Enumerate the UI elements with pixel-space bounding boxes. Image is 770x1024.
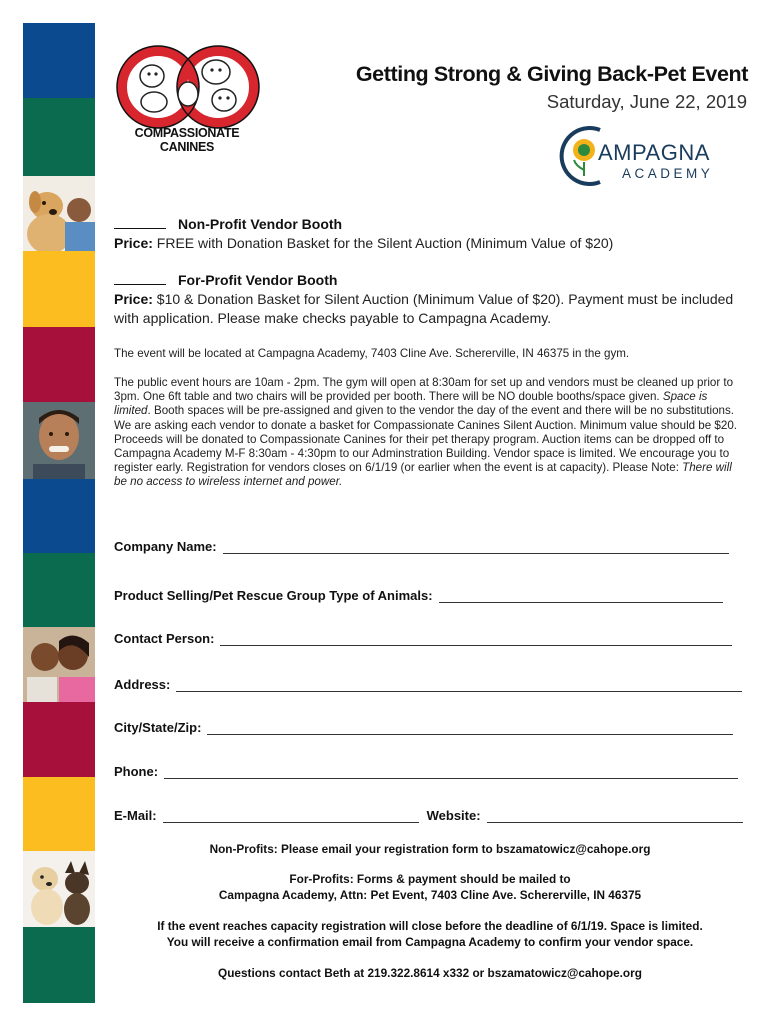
company-name-label: Company Name: <box>114 539 217 554</box>
nonprofit-price-text: FREE with Donation Basket for the Silent Auction (Minimum Value of $20) <box>152 235 614 251</box>
product-selling-field <box>114 588 723 603</box>
strip-blue-block-2 <box>23 479 95 553</box>
strip-yellow-block <box>23 251 95 327</box>
academy-subtitle-word: ACADEMY <box>622 166 714 181</box>
forprofit-price-text: $10 & Donation Basket for Silent Auction (Minimum Value of $20). Payment must be included with application. Please make checks payable to Campagna Academy. <box>114 291 734 326</box>
email-input[interactable] <box>163 821 419 823</box>
forprofit-checkbox-line[interactable] <box>114 283 166 285</box>
strip-green-block-3 <box>23 927 95 1003</box>
nonprofit-checkbox-line[interactable] <box>114 227 166 229</box>
product-selling-input[interactable] <box>439 601 723 603</box>
city-state-zip-input[interactable] <box>207 733 733 735</box>
email-website-field <box>114 808 743 823</box>
left-color-strip <box>23 23 95 1003</box>
logo-caption: COMPASSIONATE CANINES <box>134 126 240 154</box>
address-input[interactable] <box>176 690 742 692</box>
email-label: E-Mail: <box>114 808 157 823</box>
website-label: Website: <box>426 808 481 823</box>
dog-and-child-photo <box>23 176 95 251</box>
two-girls-photo <box>23 627 95 702</box>
nonprofit-booth-title: Non-Profit Vendor Booth <box>178 216 343 232</box>
smiling-boy-photo <box>23 402 95 479</box>
capacity-note-line2: You will receive a confirmation email from Campagna Academy to confirm your vendor space. <box>166 935 694 949</box>
product-selling-label: Product Selling/Pet Rescue Group Type of Animals: <box>114 588 433 603</box>
nonprofit-booth-section <box>114 216 744 253</box>
nonprofit-note: Non-Profits: Please email your registration form to bszamatowicz@cahope.org <box>209 842 651 856</box>
website-input[interactable] <box>487 821 743 823</box>
event-location: The event will be located at Campagna Academy, 7403 Cline Ave. Schererville, IN 46375 in the gym. <box>114 347 630 360</box>
two-dogs-photo <box>23 851 95 927</box>
details-text-2: . Booth spaces will be pre-assigned and given to the vendor the day of the event and there will be no substitutions. We are asking each vendor to donate a basket for Compassionate Canines Silent Auction. Minimum value should be $20. Proceeds will be donated to Compassionate Canines for their pet therapy program. Auction items can be dropped off to Campagna Academy M-F 8:30am - 4:30pm to our Adminstration Building. Vendor space is limited. We encourage you to register early. Registration for vendors closes on 6/1/19 (or earlier when the event is at capacity). Please Note: <box>114 404 737 475</box>
questions-contact: Questions contact Beth at 219.322.8614 x332 or bszamatowicz@cahope.org <box>218 966 642 980</box>
forprofit-note-line1: For-Profits: Forms & payment should be mailed to <box>289 872 571 886</box>
nonprofit-price-label: Price: <box>114 235 153 251</box>
phone-label: Phone: <box>114 764 159 779</box>
forprofit-note-line2: Campagna Academy, Attn: Pet Event, 7403 Cline Ave. Schererville, IN 46375 <box>218 888 642 902</box>
capacity-note-line1: If the event reaches capacity registration will close before the deadline of 6/1/19. Space is limited. <box>157 919 703 933</box>
phone-field <box>114 764 738 779</box>
forprofit-booth-title: For-Profit Vendor Booth <box>178 272 338 288</box>
contact-person-input[interactable] <box>220 644 732 646</box>
forprofit-booth-section <box>114 272 744 328</box>
strip-blue-block <box>23 23 95 98</box>
details-italic-1: Space is limited <box>114 390 708 418</box>
event-details-paragraph <box>114 376 744 490</box>
address-field <box>114 677 742 692</box>
contact-person-field <box>114 631 732 646</box>
page-title: Getting Strong & Giving Back-Pet Event <box>355 62 748 86</box>
contact-person-label: Contact Person: <box>114 631 215 646</box>
strip-green-block <box>23 98 95 176</box>
event-date: Saturday, June 22, 2019 <box>546 91 747 112</box>
phone-input[interactable] <box>164 777 738 779</box>
details-text-1: The public event hours are 10am - 2pm. The gym will open at 8:30am for set up and vendors must be cleaned up prior to 3pm. One 6ft table and two chairs will be provided per booth. There will be NO double booths/space given. <box>114 376 734 404</box>
strip-green-block-2 <box>23 553 95 627</box>
city-state-zip-label: City/State/Zip: <box>114 720 202 735</box>
academy-name-word: AMPAGNA <box>598 140 710 165</box>
strip-red-block-2 <box>23 702 95 777</box>
company-name-input[interactable] <box>223 552 729 554</box>
city-state-zip-field <box>114 720 733 735</box>
address-label: Address: <box>114 677 171 692</box>
forprofit-price-label: Price: <box>114 291 153 307</box>
details-italic-2: There will be no access to wireless internet and power. <box>114 461 732 489</box>
strip-red-block <box>23 327 95 402</box>
strip-yellow-block-2 <box>23 777 95 851</box>
company-name-field <box>114 539 729 554</box>
